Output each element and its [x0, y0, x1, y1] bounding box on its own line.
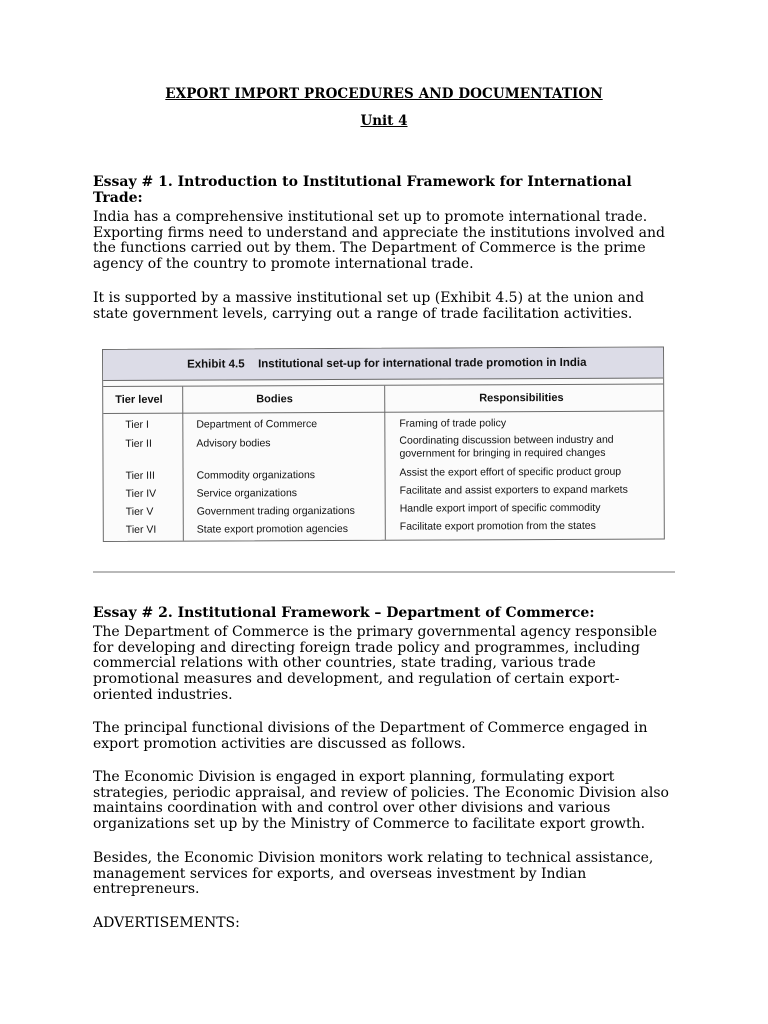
essay-2-paragraph-1: The Department of Commerce is the primary governmental agency responsible for developing and directing foreign trade policy and programmes, including commercial relations with other countries, state trading, various trade promotional measures and development, and regulation of certain export-oriented industries. — [93, 624, 658, 703]
tier-cell: Tier I — [125, 418, 149, 431]
exhibit-table-image — [102, 347, 665, 542]
section-divider — [93, 571, 675, 573]
tier-cell: Tier VI — [125, 523, 157, 536]
column-header-responsibilities: Responsibilities — [479, 391, 564, 405]
essay-1-paragraph-2: It is supported by a massive institutional set up (Exhibit 4.5) at the union and state government levels, carrying out a range of trade facilitation activities. — [93, 290, 645, 322]
responsibility-cell: Framing of trade policy — [399, 417, 507, 430]
column-header-tier: Tier level — [115, 393, 163, 406]
body-cell: Advisory bodies — [196, 437, 271, 450]
advertisements-label: ADVERTISEMENTS: — [93, 915, 240, 931]
document-title: EXPORT IMPORT PROCEDURES AND DOCUMENTATION — [165, 86, 603, 102]
responsibility-cell: Coordinating discussion between industry and government for bringing in required changes — [399, 433, 614, 460]
tier-cell: Tier IV — [125, 487, 157, 500]
tier-cell: Tier V — [125, 505, 154, 518]
responsibility-cell: Facilitate export promotion from the states — [399, 519, 596, 533]
body-cell: Service organizations — [196, 487, 298, 500]
essay-1-heading: Essay # 1. Introduction to Institutional Framework for International Trade: — [93, 174, 632, 206]
body-cell: State export promotion agencies — [196, 522, 349, 536]
body-cell: Department of Commerce — [196, 418, 318, 431]
essay-2-paragraph-2: The principal functional divisions of the Department of Commerce engaged in export promotion activities are discussed as follows. — [93, 720, 648, 752]
responsibility-cell: Assist the export effort of specific product group — [399, 465, 622, 479]
exhibit-header-row — [103, 385, 663, 414]
body-cell: Commodity organizations — [196, 469, 316, 482]
column-header-bodies: Bodies — [256, 393, 293, 406]
exhibit-label: Exhibit 4.5 — [187, 358, 245, 371]
exhibit-title: Institutional set-up for international trade promotion in India — [258, 356, 587, 371]
responsibility-cell: Handle export import of specific commodity — [399, 501, 601, 515]
essay-1-paragraph-1: India has a comprehensive institutional set up to promote international trade. Exporting firms need to understand and appreciate the institutions involved and the functions carried out by them. The Department of Commerce is the prime agency of the country to promote international trade. — [93, 209, 666, 273]
exhibit-caption — [103, 348, 663, 381]
responsibility-cell: Facilitate and assist exporters to expand markets — [399, 483, 628, 497]
essay-2-paragraph-4: Besides, the Economic Division monitors work relating to technical assistance, management services for exports, and overseas investment by Indian entrepreneurs. — [93, 850, 654, 898]
essay-2-heading: Essay # 2. Institutional Framework – Department of Commerce: — [93, 605, 595, 621]
essay-2-paragraph-3: The Economic Division is engaged in export planning, formulating export strategies, periodic appraisal, and review of policies. The Economic Division also maintains coordination with and control over other divisions and various organizations set up by the Ministry of Commerce to facilitate export growth. — [93, 769, 669, 833]
unit-label: Unit 4 — [360, 113, 408, 129]
tier-cell: Tier III — [125, 469, 155, 482]
body-cell: Government trading organizations — [196, 504, 355, 518]
tier-cell: Tier II — [125, 437, 152, 450]
